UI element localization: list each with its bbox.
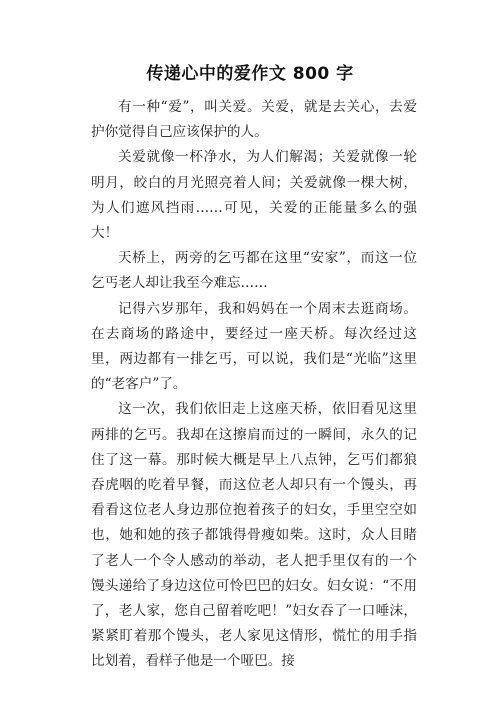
paragraph-2: 关爱就像一杯净水，为人们解渴；关爱就像一轮明月，皎白的月光照亮着人间；关爱就像一棵大树，为人们遮风挡雨……可见，关爱的正能量多么的强大！ [91, 149, 417, 242]
paragraph-4: 记得六岁那年，我和妈妈在一个周末去逛商场。在去商场的路途中，要经过一座天桥。每次经过这里，两边都有一排乞丐，可以说，我们是“光临”这里的“老客户”了。 [91, 300, 417, 393]
paragraph-1: 有一种“爱”，叫关爱。关爱，就是去关心，去爱护你觉得自己应该保护的人。 [91, 99, 417, 141]
article-body [91, 95, 417, 675]
paragraph-3: 天桥上，两旁的乞丐都在这里“安家”，而这一位乞丐老人却让我至今难忘…… [91, 250, 417, 292]
paragraph-5: 这一次，我们依旧走上这座天桥，依旧看见这里两排的乞丐。我却在这擦肩而过的一瞬间，永久的记住了这一幕。那时候大概是早上八点钟，乞丐们都狼吞虎咽的吃着早餐，而这位老人却只有一个馒头，再看看这位老人身边那位抱着孩子的妇女，手里空空如也，她和她的孩子都饿得骨瘦如柴。这时，众人目睹了老人一个令人感动的举动，老人把手里仅有的一个馒头递给了身边这位可怜巴巴的妇女。妇女说：“不用了，老人家，您自己留着吃吧！”妇女吞了一口唾沫，紧紧盯着那个馒头，老人家见这情形，慌忙的用手指比划着，看样子他是一个哑巴。接 [91, 401, 417, 670]
document-title: 传递心中的爱作文 800 字 [146, 64, 354, 84]
